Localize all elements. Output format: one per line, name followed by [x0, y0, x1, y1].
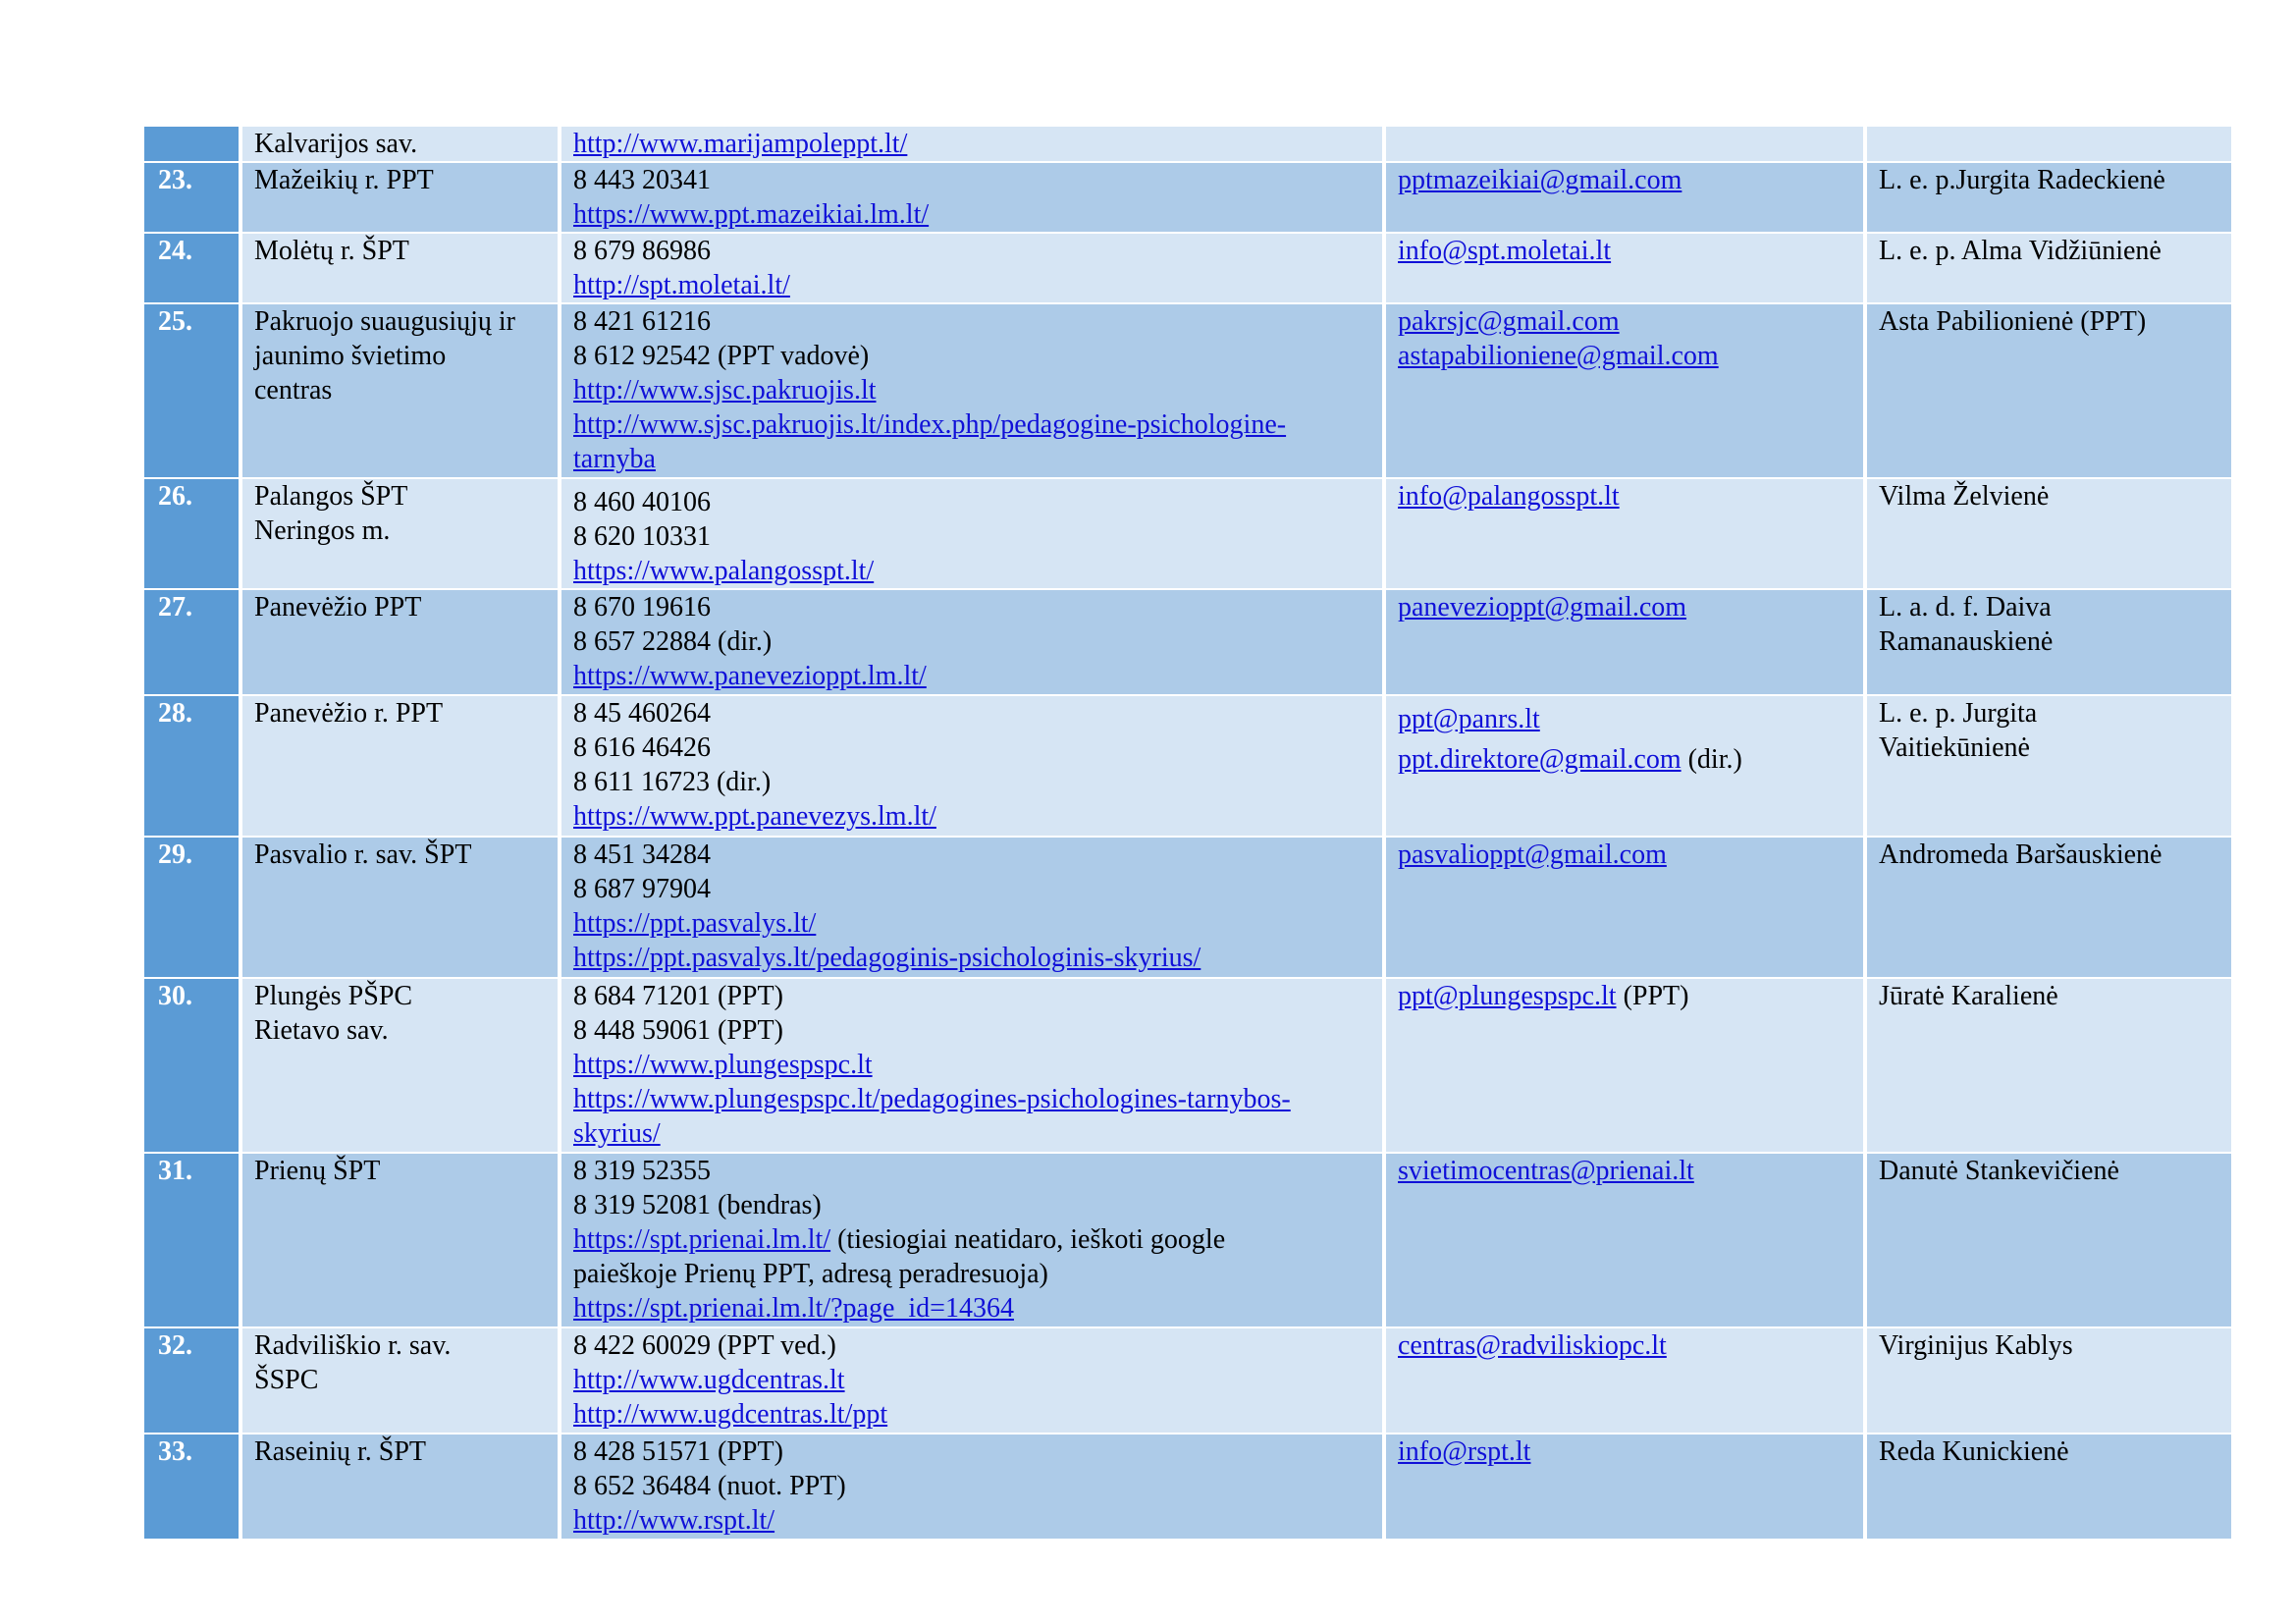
institution-name: Molėtų r. ŠPT	[254, 236, 409, 266]
email-cell	[1386, 979, 1863, 1152]
cell-text: (tiesiogiai neatidaro, ieškoti google	[830, 1224, 1226, 1255]
cell-line	[573, 234, 1370, 268]
cell-line	[573, 127, 1370, 161]
institution-name: Raseinių r. ŠPT	[254, 1436, 427, 1467]
table-row	[144, 479, 2231, 588]
link[interactable]: http://www.marijampoleppt.lt/	[573, 129, 908, 159]
contacts-cell	[561, 1328, 1382, 1433]
cell-text: 8 687 97904	[573, 874, 711, 904]
cell-line	[1398, 979, 1851, 1013]
cell-line	[1398, 702, 1851, 736]
cell-text: 8 652 36484 (nuot. PPT)	[573, 1471, 846, 1501]
row-number: 32.	[144, 1328, 239, 1433]
email-cell	[1386, 127, 1863, 161]
cell-line	[573, 1328, 1370, 1363]
cell-line	[573, 906, 1370, 941]
institution-name: centras	[254, 375, 333, 406]
row-number: 24.	[144, 234, 239, 302]
cell-line	[573, 1116, 1370, 1151]
institution-cell	[242, 127, 558, 161]
link[interactable]: ppt@panrs.lt	[1398, 704, 1540, 734]
institution-name: Plungės PŠPC	[254, 981, 413, 1011]
cell-line	[573, 1222, 1370, 1257]
institution-name: Pasvalio r. sav. ŠPT	[254, 839, 472, 870]
cell-line	[1398, 479, 1851, 514]
link[interactable]: https://ppt.pasvalys.lt/pedagoginis-psichologinis-skyrius/	[573, 943, 1201, 973]
cell-line	[1398, 742, 1851, 777]
cell-line	[573, 1188, 1370, 1222]
link[interactable]: https://www.ppt.mazeikiai.lm.lt/	[573, 199, 930, 230]
cell-line	[1398, 234, 1851, 268]
cell-line	[573, 731, 1370, 765]
cell-line	[1398, 1328, 1851, 1363]
table-row	[144, 127, 2231, 161]
row-number: 26.	[144, 479, 239, 588]
contact-person-cell	[1867, 479, 2231, 588]
link[interactable]: tarnyba	[573, 444, 656, 474]
contact-person: Danutė Stankevičienė	[1879, 1156, 2119, 1186]
institution-cell	[242, 838, 558, 977]
cell-text: 8 448 59061 (PPT)	[573, 1015, 783, 1046]
cell-line	[573, 765, 1370, 799]
contact-person-cell	[1867, 1328, 2231, 1433]
row-number: 31.	[144, 1154, 239, 1326]
cell-line	[573, 1154, 1370, 1188]
cell-text: 8 679 86986	[573, 236, 711, 266]
institution-name: ŠSPC	[254, 1365, 319, 1395]
contacts-cell	[561, 127, 1382, 161]
link[interactable]: pptmazeikiai@gmail.com	[1398, 165, 1682, 195]
link[interactable]: http://www.rspt.lt/	[573, 1505, 775, 1536]
cell-text: 8 45 460264	[573, 698, 711, 729]
cell-line	[573, 407, 1370, 442]
institution-cell	[242, 163, 558, 232]
table-row	[144, 838, 2231, 977]
cell-line	[1398, 838, 1851, 872]
contacts-cell	[561, 1435, 1382, 1539]
cell-text: 8 670 19616	[573, 592, 711, 623]
institution-name: Prienų ŠPT	[254, 1156, 381, 1186]
contact-person: Reda Kunickienė	[1879, 1436, 2069, 1467]
contact-person-cell	[1867, 590, 2231, 694]
contact-person-cell	[1867, 979, 2231, 1152]
institution-name: Palangos ŠPT	[254, 481, 408, 512]
table-row	[144, 234, 2231, 302]
contacts-table	[140, 125, 2235, 1541]
table-row	[144, 304, 2231, 477]
row-number	[144, 127, 239, 161]
link[interactable]: https://spt.prienai.lm.lt/	[573, 1224, 831, 1255]
contact-person-cell	[1867, 304, 2231, 477]
cell-text: 8 612 92542 (PPT vadovė)	[573, 341, 870, 371]
contact-person: L. e. p. Jurgita	[1879, 698, 2038, 729]
link[interactable]: https://www.plungespspc.lt	[573, 1050, 873, 1080]
link[interactable]: https://ppt.pasvalys.lt/	[573, 908, 817, 939]
institution-name: Neringos m.	[254, 515, 391, 546]
contact-person: Vaitiekūnienė	[1879, 732, 2030, 763]
cell-line	[573, 1048, 1370, 1082]
cell-text: 8 428 51571 (PPT)	[573, 1436, 783, 1467]
cell-text: 8 616 46426	[573, 732, 711, 763]
row-number: 27.	[144, 590, 239, 694]
contacts-cell	[561, 696, 1382, 836]
cell-line	[573, 979, 1370, 1013]
cell-line	[573, 941, 1370, 975]
contact-person: L. e. p.Jurgita Radeckienė	[1879, 165, 2165, 195]
contact-person-cell	[1867, 838, 2231, 977]
link[interactable]: http://www.ugdcentras.lt	[573, 1365, 845, 1395]
row-number: 29.	[144, 838, 239, 977]
cell-line	[573, 519, 1370, 554]
link[interactable]: astapabilioniene@gmail.com	[1398, 341, 1719, 371]
cell-line	[1398, 590, 1851, 624]
link[interactable]: ppt@plungespspc.lt	[1398, 981, 1617, 1011]
row-number: 28.	[144, 696, 239, 836]
cell-line	[573, 163, 1370, 197]
cell-line	[1398, 304, 1851, 339]
cell-line	[573, 554, 1370, 588]
institution-cell	[242, 234, 558, 302]
link[interactable]: http://www.ugdcentras.lt/ppt	[573, 1399, 888, 1430]
cell-text: 8 620 10331	[573, 521, 711, 552]
contacts-cell	[561, 479, 1382, 588]
cell-line	[573, 1082, 1370, 1116]
cell-text: 8 657 22884 (dir.)	[573, 626, 773, 657]
link[interactable]: https://www.ppt.panevezys.lm.lt/	[573, 801, 936, 832]
link[interactable]: http://www.sjsc.pakruojis.lt	[573, 375, 877, 406]
cell-line	[573, 872, 1370, 906]
cell-line	[573, 1013, 1370, 1048]
cell-line	[573, 442, 1370, 476]
contacts-cell	[561, 979, 1382, 1152]
email-cell	[1386, 1328, 1863, 1433]
cell-line	[573, 373, 1370, 407]
link[interactable]: panevezioppt@gmail.com	[1398, 592, 1687, 623]
table-row	[144, 1435, 2231, 1539]
link[interactable]: https://spt.prienai.lm.lt/?page_id=14364	[573, 1293, 1014, 1324]
link[interactable]: pasvalioppt@gmail.com	[1398, 839, 1667, 870]
cell-text: 8 460 40106	[573, 487, 711, 517]
cell-line	[573, 1435, 1370, 1469]
cell-text: (dir.)	[1681, 744, 1742, 775]
table-row	[144, 1328, 2231, 1433]
contact-person: L. e. p. Alma Vidžiūnienė	[1879, 236, 2162, 266]
cell-line	[573, 1397, 1370, 1432]
row-number: 25.	[144, 304, 239, 477]
email-cell	[1386, 234, 1863, 302]
cell-line	[573, 1469, 1370, 1503]
institution-cell	[242, 979, 558, 1152]
link[interactable]: ppt.direktore@gmail.com	[1398, 744, 1682, 775]
cell-text: 8 319 52081 (bendras)	[573, 1190, 822, 1220]
link[interactable]: http://spt.moletai.lt/	[573, 270, 790, 300]
contact-person: Andromeda Baršauskienė	[1879, 839, 2163, 870]
cell-line	[573, 799, 1370, 834]
link[interactable]: info@palangosspt.lt	[1398, 481, 1620, 512]
cell-line	[573, 304, 1370, 339]
cell-text: 8 451 34284	[573, 839, 711, 870]
email-cell	[1386, 838, 1863, 977]
contacts-cell	[561, 163, 1382, 232]
link[interactable]: http://www.sjsc.pakruojis.lt/index.php/pedagogine-psichologine-	[573, 409, 1287, 440]
email-cell	[1386, 1154, 1863, 1326]
cell-text: paieškoje Prienų PPT, adresą peradresuoja)	[573, 1259, 1048, 1289]
institution-cell	[242, 696, 558, 836]
cell-text: 8 319 52355	[573, 1156, 711, 1186]
institution-name: Panevėžio PPT	[254, 592, 422, 623]
link[interactable]: info@spt.moletai.lt	[1398, 236, 1612, 266]
table-row	[144, 696, 2231, 836]
cell-line	[1398, 163, 1851, 197]
link[interactable]: https://www.panevezioppt.lm.lt/	[573, 661, 927, 691]
link[interactable]: https://www.palangosspt.lt/	[573, 556, 875, 586]
row-number: 30.	[144, 979, 239, 1152]
contact-person-cell	[1867, 163, 2231, 232]
cell-text: 8 611 16723 (dir.)	[573, 767, 772, 797]
contacts-cell	[561, 304, 1382, 477]
cell-line	[573, 659, 1370, 693]
contact-person-cell	[1867, 127, 2231, 161]
institution-name: jaunimo švietimo	[254, 341, 447, 371]
cell-line	[573, 696, 1370, 731]
cell-text: 8 421 61216	[573, 306, 711, 337]
cell-line	[573, 197, 1370, 232]
email-cell	[1386, 479, 1863, 588]
cell-line	[573, 838, 1370, 872]
link[interactable]: pakrsjc@gmail.com	[1398, 306, 1620, 337]
link[interactable]: skyrius/	[573, 1118, 661, 1149]
contacts-cell	[561, 1154, 1382, 1326]
table-row	[144, 590, 2231, 694]
row-number: 23.	[144, 163, 239, 232]
institution-name: Radviliškio r. sav.	[254, 1330, 452, 1361]
contacts-cell	[561, 590, 1382, 694]
institution-name: Mažeikių r. PPT	[254, 165, 434, 195]
contact-person-cell	[1867, 1154, 2231, 1326]
table-row	[144, 163, 2231, 232]
institution-name: Pakruojo suaugusiųjų ir	[254, 306, 515, 337]
cell-text: 8 422 60029 (PPT ved.)	[573, 1330, 836, 1361]
institution-cell	[242, 304, 558, 477]
row-number: 33.	[144, 1435, 239, 1539]
cell-line	[1398, 1435, 1851, 1469]
contact-person: Ramanauskienė	[1879, 626, 2054, 657]
cell-line	[573, 590, 1370, 624]
contact-person-cell	[1867, 1435, 2231, 1539]
contact-person: Jūratė Karalienė	[1879, 981, 2058, 1011]
email-cell	[1386, 590, 1863, 694]
cell-line	[573, 1291, 1370, 1326]
institution-name: Rietavo sav.	[254, 1015, 389, 1046]
institution-cell	[242, 1328, 558, 1433]
contact-person: Asta Pabilionienė (PPT)	[1879, 306, 2147, 337]
institution-cell	[242, 1154, 558, 1326]
contact-person: L. a. d. f. Daiva	[1879, 592, 2052, 623]
contacts-cell	[561, 838, 1382, 977]
cell-line	[573, 1363, 1370, 1397]
contact-person: Virginijus Kablys	[1879, 1330, 2073, 1361]
institution-cell	[242, 1435, 558, 1539]
email-cell	[1386, 696, 1863, 836]
cell-line	[1398, 1154, 1851, 1188]
cell-text: 8 684 71201 (PPT)	[573, 981, 783, 1011]
email-cell	[1386, 1435, 1863, 1539]
link[interactable]: centras@radviliskiopc.lt	[1398, 1330, 1667, 1361]
cell-line	[573, 1257, 1370, 1291]
institution-cell	[242, 479, 558, 588]
email-cell	[1386, 304, 1863, 477]
institution-name: Panevėžio r. PPT	[254, 698, 444, 729]
contact-person-cell	[1867, 234, 2231, 302]
institution-cell	[242, 590, 558, 694]
contacts-cell	[561, 234, 1382, 302]
cell-line	[1398, 339, 1851, 373]
institution-name: Kalvarijos sav.	[254, 129, 418, 159]
cell-text: 8 443 20341	[573, 165, 711, 195]
cell-line	[573, 624, 1370, 659]
link[interactable]: svietimocentras@prienai.lt	[1398, 1156, 1694, 1186]
link[interactable]: https://www.plungespspc.lt/pedagogines-psichologines-tarnybos-	[573, 1084, 1291, 1114]
link[interactable]: info@rspt.lt	[1398, 1436, 1531, 1467]
contact-person: Vilma Želvienė	[1879, 481, 2050, 512]
table-row	[144, 1154, 2231, 1326]
cell-line	[573, 1503, 1370, 1538]
table-row	[144, 979, 2231, 1152]
cell-line	[573, 339, 1370, 373]
contact-person-cell	[1867, 696, 2231, 836]
cell-line	[573, 268, 1370, 302]
email-cell	[1386, 163, 1863, 232]
cell-line	[573, 485, 1370, 519]
cell-text: (PPT)	[1616, 981, 1689, 1011]
